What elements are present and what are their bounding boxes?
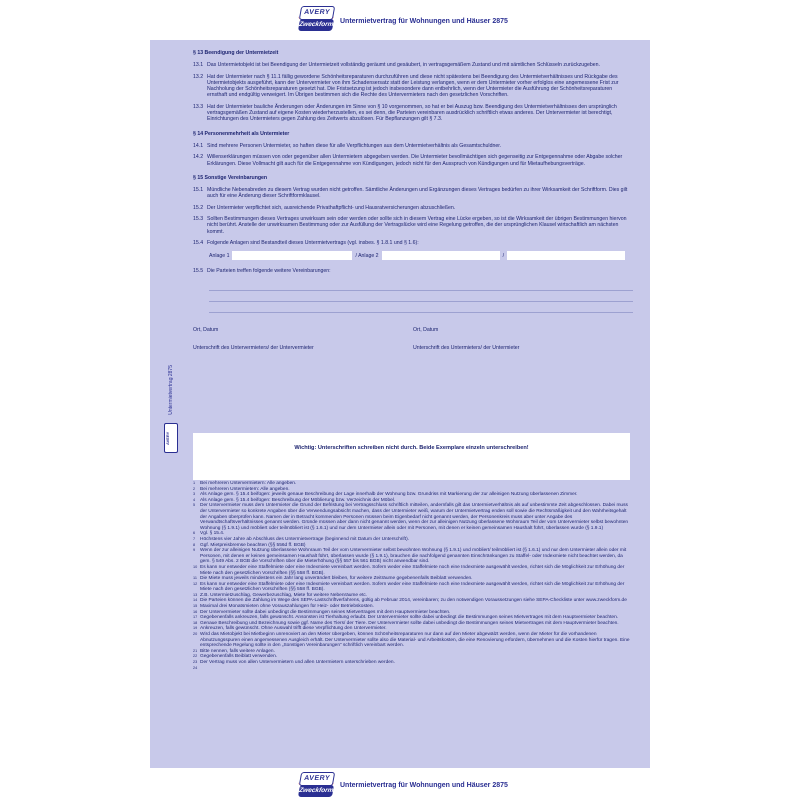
footnotes [193,481,633,671]
footnote: 12 Es kann nur entweder eine Staffelmiete oder eine Indexmiete vereinbart werden. Sofern weder eine Staffelmiete noch eine Indexmiete ausgewählt werden, richtet sich die Möglichkeit zur Erhöhung der Miete nach den gesetzlichen Vorschriften (§§ 558 ff. BGB). [193,581,625,593]
clause-number: 15.3 [193,216,204,223]
footnote: 14 Die Parteien können die Zahlung im Wege des SEPA-Lastschriftverfahrens, gültig ab Februar 2014, vereinbaren; zu den notwendigen Voraussetzungen siehe SEPA-Checkliste unter www.zweckform.de [193,598,627,604]
footnote: 6 Vgl. § 15.4. [193,531,225,537]
place-date-row [193,327,633,333]
section-15-heading: § 15 Sonstige Vereinbarungen [193,174,268,181]
clause-text: Sollten Bestimmungen dieses Vertrages unwirksam sein oder werden oder sollte sich in diesem Vertrag eine Lücke ergeben, so ist die Wirksamkeit der übrigen Bestimmungen hiervon nicht berührt. Anstelle der unwirksamen Bestimmung oder zur Ausfüllung der Vertragslücke wird eine Regelung getroffen, die der ursprünglichen Klausel wirtschaftlich am nächsten kommt. [207,216,627,235]
clause-text: Der Untermieter verpflichtet sich, ausreichende Privathaftpflicht- und Hausratversicherungen abzuschließen. [207,204,456,211]
clause-14-2 [193,154,633,167]
clause-text: Mündliche Nebenabreden zu diesem Vertrag wurden nicht getroffen. Sämtliche Änderungen und Ergänzungen dieses Vertrages bedürfen zu ihrer Wirksamkeit der Schriftform. Dies gilt auch für eine Änderung dieser Schriftformklausel. [207,187,628,200]
attachment-3-field[interactable] [507,251,625,260]
footer-title: Untermietvertrag für Wohnungen und Häuser 2875 [340,782,508,789]
footnote: 23 Der Vertrag muss von allen Untervermietern und allen Untermietern unterschrieben werden. [193,660,395,665]
clause-13-2 [193,74,633,99]
footnote: 3 Als Anlage gem. § 15.4 beifügen: jeweils genaue Beschreibung der Lage innerhalb der Wohnung bzw. Grundriss mit Markierung der zur alleinigen Nutzung überlassenen Zimmer. [193,492,578,498]
signature-label-landlord: Unterschrift des Untervermieters/ der Untervermieter [193,344,314,351]
attachment-1-label: Anlage 1 [209,252,230,259]
logo-brand-top: AVERY [299,772,335,786]
section-13-heading: § 13 Beendigung der Untermietzeit [193,50,279,56]
clause-number: 13.3 [193,103,204,110]
clause-text: Sind mehrere Personen Untermieter, so haften diese für alle Verpflichtungen aus dem Untermietverhältnis als Gesamtschuldner. [207,142,502,149]
signature-box[interactable] [193,433,630,480]
clause-number: 14.2 [193,154,204,161]
agreement-line-3[interactable] [209,302,633,313]
footnote: 9 Wenn der zur alleinigen Nutzung überlassene Wohnraum Teil der vom Untervermieter selbst bewohnten Wohnung (§ 1.9.1) und möbliert/ teilmöbliert ist (§ 1.6.1) und nur dem Untermieter allein oder mit Personen, mit denen er keinen gemeinsamen Haushalt führt, überlassen wurde (§ 1.9.1), brauchen die nachfolgend genannten Einschränkungen zu Staffel- oder Indexmiete nicht beachtet werden, da gem. § 549 Abs. 2 BGB die Vorschriften über die Mieterhöhung (§§ 557 bis 561 BGB) nicht anwendbar sind. [193,548,627,565]
footnote: 2 Bei mehreren Untermietern: Alle angeben. [193,486,290,492]
clause-number: 15.4 [193,239,204,246]
footnote: 22 Gegebenenfalls Beiblatt verwenden. [193,654,278,660]
footnote: 10 Es kann nur entweder eine Staffelmiete oder eine Indexmiete vereinbart werden. Sofern weder eine Staffelmiete noch eine Indexmiete ausgewählt werden, richtet sich die Möglichkeit zur Erhöhung der Miete nach den gesetzlichen Vorschriften (§§ 558 ff. BGB). [193,564,625,576]
footnote: 8 Ggf. Mietpreisbremse beachten (§§ 556d ff. BGB) [193,542,306,548]
clause-15-3 [193,216,633,235]
clause-number: 13.2 [193,73,204,80]
footnote: 4 Als Anlage gem. § 15.4 beifügen: Beschreibung der Möblierung bzw. Verzeichnis der Möbel. [193,497,396,503]
clause-15-2 [193,205,633,211]
logo-brand-top: AVERY [299,6,335,20]
avery-zweckform-logo [298,6,335,34]
footnote: 19 Ankreuzen, falls gewünscht. Ohne Auswahl trifft diese Verpflichtung den Untervermieter. [193,626,387,632]
clause-number: 15.5 [193,268,204,275]
attachment-1-field[interactable] [232,251,352,260]
side-logo: AVERY [164,423,178,453]
clause-text: Folgende Anlagen sind Bestandteil dieses Untermietvertrags (vgl. insbes. § 1.8.1 und § 1.6): [207,239,419,246]
footnote: 16 Der Untervermieter sollte dabei unbedingt die Bestimmungen seines Mietvertrages mit dem Hauptvermieter beachten. [193,609,451,615]
footnote: 20 Wird das Mietobjekt bei Mietbeginn unrenoviert an den Mieter übergeben, können Schönheitsreparaturen nur dann auf den Mieter abgewälzt werden, wenn der Mieter für die vorhandenen Abnutzungsspuren einen angemessenen Ausgleich erhält. Der Untervermieter sollte also die Material- und Arbeitskosten, die eine Renovierung erfordern, übernehmen und die Kosten hierfür tragen. Eine entsprechende Regelung sollte in den „Sonstigen Vereinbarungen“ schriftlich vereinbart werden. [193,632,630,649]
footnote: 21 Bitte nennen, falls weitere Anlagen. [193,648,275,654]
contract-body [193,50,633,351]
side-vertical-title: Untermietvertrag 2875 [168,365,174,415]
agreement-line-2[interactable] [209,291,633,302]
footnote: 7 Höchstens vier Jahre ab Abschluss des Untermietvertrage (beginnend mit Datum der Unterschrift). [193,536,410,542]
clause-13-1 [193,62,633,68]
clause-number: 14.1 [193,142,204,149]
footer-avery-zweckform-logo [298,772,335,800]
footnote: 24 [193,665,198,670]
attachment-2-field[interactable] [382,251,500,260]
place-date-label-right: Ort, Datum [413,326,439,333]
logo-brand-bottom: Zweckform [298,19,334,31]
clause-number: 15.1 [193,187,204,194]
signature-label-tenant: Unterschrift des Untermieters/ der Untermieter [413,344,520,351]
agreement-line-1[interactable] [209,280,633,291]
clause-text: Hat der Untermieter bauliche Änderungen oder Änderungen im Sinne von § 10 vorgenommen, so hat er bei Auszug bzw. Beendigung des Untermietverhältnisses den ursprünglich vertragsgemäßen Zustand auf eigene Kosten wiederherzustellen, es sei denn, die Parteien vereinbaren ausdrücklich schriftlich etwas anderes. Der Untervermieter ist berechtigt, Einrichtungen des Untermieters gegen Zahlung des Zeitwerts abzulösen. Für Bepflanzungen gilt § 7.3. [207,103,617,123]
clause-13-3 [193,104,633,123]
section-14-heading: § 14 Personenmehrheit als Untermieter [193,130,290,137]
attachment-2-label: / Anlage 2 [355,252,379,259]
clause-14-1 [193,143,633,149]
clause-text: Hat der Untermieter nach § 11.1 fällig gewordene Schönheitsreparaturen durchzuführen und diese nicht spätestens bei Beendigung des Untermietverhältnisses und Rückgabe des Untermietobjekts ausgeführt, kann der Untervermieter von ihm Schadensersatz statt der Leistung verlangen, wenn er dem Untermieter vorher erfolglos eine angemessene Frist zur Nachholung der Schönheitsreparaturen gesetzt hat. Die Fristsetzung ist jedoch insbesondere dann entbehrlich, wenn der Untermieter die Ausführung der Schönheitsreparaturen ernsthaft und endgültig verweigert. Im Übrigen bestimmen sich die Rechte des Untervermieters nach den gesetzlichen Vorschriften. [207,73,619,99]
footnote: 5 Der Untervermieter muss dem Untermieter die Grund der Befristung bei Vertragsschluss schriftlich mitteilen, andernfalls gilt das Untermietverhältnis als auf unbestimmte Zeit abgeschlossen. Dabei muss der Untervermieter so konkrete Angaben über die Verwendungsabsicht machen, dass der Untermieter weiß, warum der Untermietvertrag enden soll sowie die Rechtsmäßigkeit und den Wahrheitsgehalt der Angaben überprüfen kann. Namen der in Betracht kommenden Personen müssen beim Eigenbedarf nicht genannt werden, der Personenkreis muss aber unter Angabe des Verwandtschaftsverhältnisses genannt werden. Gründe müssen aber dann nicht genannt werden, wenn der zur alleinigen Nutzung überlassene Wohnraum Teil der vom Untervermieter selbst bewohnten Wohnung (§ 1.9.1) und möbliert oder teilmöbliert ist (§ 1.6.1) und nur dem Untermieter allein oder mit Personen, mit denen er keinen gemeinsamen Haushalt führt, überlassen wurde (§ 1.9.1) [193,503,629,531]
clause-15-1 [193,187,633,200]
logo-brand-bottom: Zweckform [298,785,334,797]
clause-number: 15.2 [193,204,204,211]
attachments-row [209,251,633,260]
footnote: 11 Die Miete muss jeweils mindestens ein Jahr lang unverändert bleiben, für weitere Zeiträume gegebenenfalls Beiblatt verwenden. [193,576,473,582]
signature-warning: Wichtig: Unterschriften schreiben nicht durch. Beide Exemplare einzeln unterschreiben! [294,445,529,451]
footnote: 1 Bei mehreren Untervermietern: Alle angeben. [193,481,297,486]
clause-15-4 [193,240,633,246]
clause-text: Die Parteien treffen folgende weitere Vereinbarungen: [207,268,331,275]
signature-row [193,345,633,351]
footnote: 13 Z.B. Untermietzuschlag, Gewerbezuschlag, Miete für weitere Nebenräume etc. [193,592,368,598]
footnote: 15 Maximal drei Monatsmieten ohne Vorauszahlungen für Heiz- oder Betriebskosten. [193,604,374,610]
clause-number: 13.1 [193,62,204,69]
clause-15-5 [193,268,633,274]
clause-text: Das Untermietobjekt ist bei Beendigung der Untermietzeit vollständig geräumt und gesäubert, in vertragsgemäßem Zustand und mit sämtlichen Schlüsseln zurückzugeben. [207,62,601,69]
clause-text: Willenserklärungen müssen von oder gegenüber allen Untermietern abgegeben werden. Die Untermieter bevollmächtigen sich gegenseitig zur Entgegennahme oder Abgabe solcher Erklärungen. Diese Vollmacht gilt auch für die Entgegennahme von Kündigungen, jedoch nicht für den Ausspruch von Kündigungen und für Mietaufhebungsverträge. [207,154,623,167]
header-title: Untermietvertrag für Wohnungen und Häuser 2875 [340,18,508,25]
attachment-separator: / [502,252,505,259]
place-date-label-left: Ort, Datum [193,326,219,333]
footnote: 18 Genaue Beschreibung und Bezeichnung sowie ggf. Name des Tiers/ der Tiere. Der Untervermieter sollte dabei unbedingt die Bestimmungen seines Mietvertrages mit dem Hauptvermieter beachten. [193,620,619,626]
side-margin [158,365,188,475]
footnote: 17 Gegebenenfalls ankreuzen, falls gewünscht. Ansonsten ist Tierhaltung erlaubt. Der Untervermieter sollte dabei unbedingt die Bestimmungen seines Mietvertrages mit dem Hauptvermieter beachten. [193,615,619,621]
